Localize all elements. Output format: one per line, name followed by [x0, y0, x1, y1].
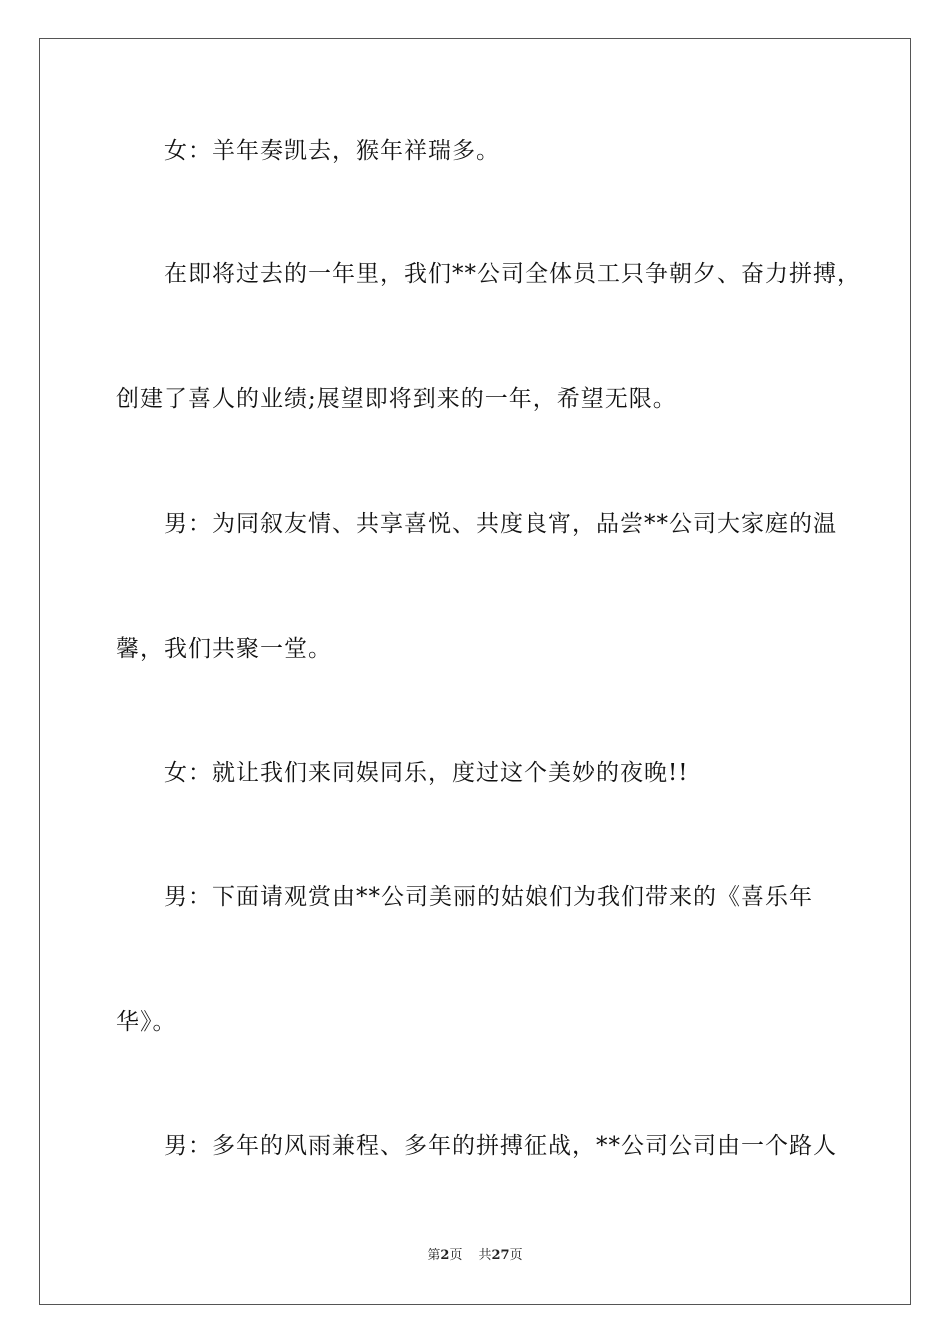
- page-border: [39, 38, 911, 1305]
- total-suffix: 页: [509, 1248, 523, 1263]
- page-suffix: 页: [449, 1248, 463, 1263]
- page-prefix: 第: [427, 1248, 441, 1263]
- paragraph-line-2: 创建了喜人的业绩;展望即将到来的一年，希望无限。: [116, 386, 677, 412]
- dialogue-line-male-1-cont: 馨，我们共聚一堂。: [116, 636, 332, 662]
- paragraph-line-1: 在即将过去的一年里，我们**公司全体员工只争朝夕、奋力拼搏，: [164, 261, 861, 287]
- page-number: 2: [440, 1248, 450, 1263]
- dialogue-line-male-3: 男：多年的风雨兼程、多年的拼搏征战，**公司公司由一个路人: [164, 1133, 837, 1159]
- dialogue-line-male-2: 男：下面请观赏由**公司美丽的姑娘们为我们带来的《喜乐年: [164, 884, 813, 910]
- dialogue-line-female-1: 女：羊年奏凯去，猴年祥瑞多。: [164, 138, 500, 164]
- total-pages: 27: [491, 1248, 510, 1263]
- total-prefix: 共: [478, 1248, 492, 1263]
- dialogue-line-male-1: 男：为同叙友情、共享喜悦、共度良宵，品尝**公司大家庭的温: [164, 511, 837, 537]
- page-footer: [0, 1247, 950, 1265]
- dialogue-line-male-2-cont: 华》。: [116, 1009, 177, 1035]
- dialogue-line-female-2: 女：就让我们来同娱同乐，度过这个美妙的夜晚!!: [164, 760, 689, 786]
